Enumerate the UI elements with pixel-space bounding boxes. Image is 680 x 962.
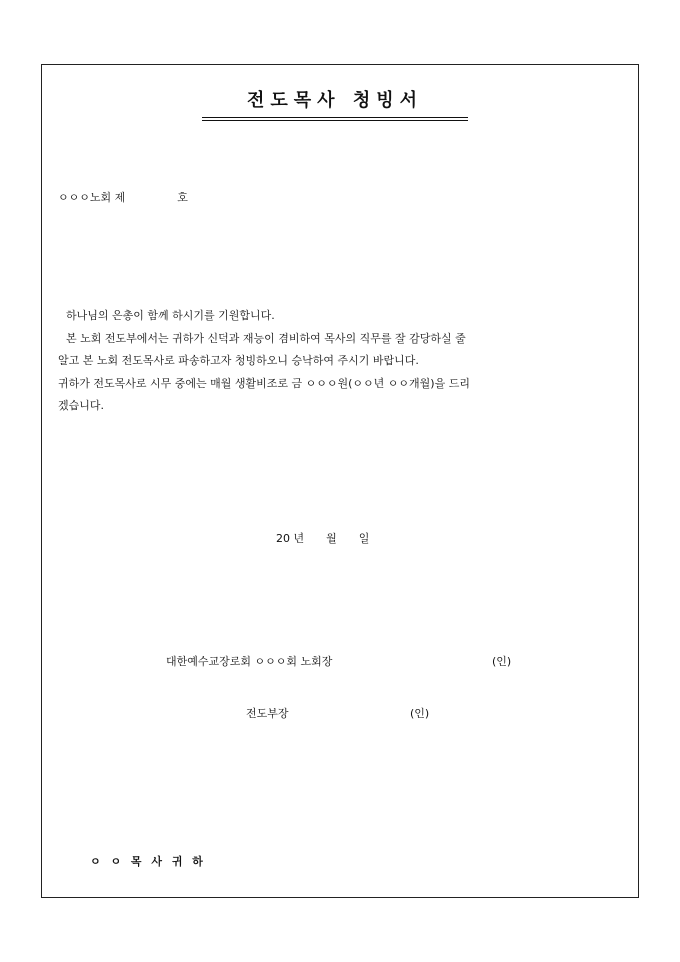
seal-mark: (인) — [410, 707, 430, 720]
document-page — [41, 64, 639, 898]
date-year: 20 년 — [276, 532, 305, 545]
body-line: 겠습니다. — [58, 399, 105, 412]
document-number-suffix: 호 — [177, 191, 188, 204]
body-line: 하나님의 은총이 함께 하시기를 기원합니다. — [66, 309, 275, 322]
title-underline-bottom — [202, 120, 468, 121]
signatory-label: 전도부장 — [246, 707, 289, 720]
document-number-prefix: ㅇㅇㅇ노회 제 — [58, 191, 126, 204]
body-line: 귀하가 전도목사로 시무 중에는 매월 생활비조로 금 ㅇㅇㅇ원(ㅇㅇ년 ㅇㅇ개월)을 드리 — [58, 376, 470, 390]
document-number — [58, 189, 188, 205]
recipient-line: ㅇ ㅇ 목 사 귀 하 — [90, 855, 206, 868]
title-underline-top — [202, 117, 468, 118]
date-month: 월 — [326, 532, 337, 545]
signatory-presbytery-moderator — [166, 653, 512, 669]
letter-body — [58, 305, 624, 418]
date-line — [276, 530, 391, 546]
signatory-mission-director — [246, 705, 430, 721]
title-block — [202, 87, 468, 121]
body-line: 알고 본 노회 전도목사로 파송하고자 청빙하오니 승낙하여 주시기 바랍니다. — [58, 354, 419, 367]
document-title: 전도목사 청빙서 — [247, 90, 423, 111]
signatory-label: 대한예수교장로회 ㅇㅇㅇ회 노회장 — [166, 655, 333, 668]
body-line: 본 노회 전도부에서는 귀하가 신덕과 재능이 겸비하여 목사의 직무를 잘 감당하실 줄 — [66, 331, 466, 345]
seal-mark: (인) — [492, 655, 512, 668]
date-day: 일 — [358, 532, 370, 545]
